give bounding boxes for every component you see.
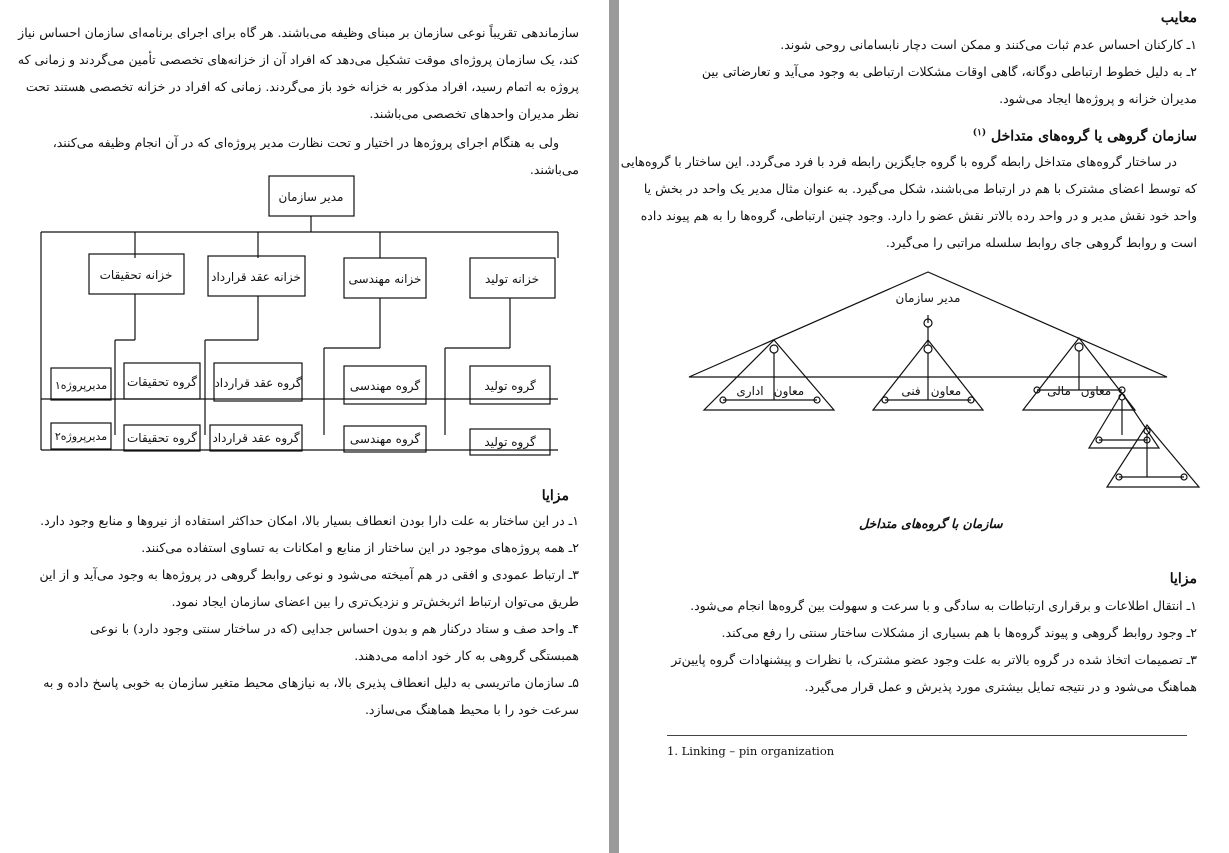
row1-production: گروه تولید <box>484 379 536 393</box>
row2-production: گروه تولید <box>484 435 536 449</box>
diagram-deputy-admin-a: معاون <box>773 384 805 398</box>
matrix-org-chart <box>0 170 609 470</box>
linking-pin-diagram <box>619 265 1229 500</box>
pool-research: خزانه تحقیقات <box>99 268 173 282</box>
section-line3: واحد خود نقش مدیر و در واحد رده بالاتر نقش عضو را دارد. وجود چنین ارتباطی، گروه‌ها را به هم پیوند داده <box>640 208 1197 223</box>
right-page <box>619 0 1229 853</box>
row2-engineering: گروه مهندسی <box>349 432 421 446</box>
footnote: 1. Linking – pin organization <box>667 744 835 758</box>
para1-line3: پروژه به اتمام رسید، افراد مذکور به خزانه خود باز می‌گردند. زمانی که افراد در خزانه تخصصی هستند تحت <box>25 79 579 94</box>
left-adv-3a: ۳ـ ارتباط عمودی و افقی در هم آمیخته می‌شود و نوعی روابط گروهی در پروژه‌ها به وجود می‌آید و از این <box>39 567 579 582</box>
diagram-top-label: مدیر سازمان <box>895 291 961 305</box>
row2-contract: گروه عقد قرارداد <box>212 431 300 445</box>
section-line2: که توسط اعضای مشترک با هم در ارتباط می‌باشند، شکل می‌گیرد. به عنوان مثال مدیر یک واحد در بخش یا <box>643 181 1197 196</box>
left-adv-4a: ۴ـ واحد صف و ستاد درکنار هم و بدون احساس جدایی (که در ساختار سنتی وجود دارد) با نوعی <box>90 621 579 636</box>
diagram-deputy-finance-b: مالی <box>1047 384 1071 398</box>
row1-contract: گروه عقد قرارداد <box>214 376 302 390</box>
row1-engineering: گروه مهندسی <box>349 379 421 393</box>
right-advantages-heading: مزایا <box>1169 571 1197 587</box>
row1-research: گروه تحقیقات <box>126 375 198 389</box>
section-heading <box>973 125 1197 145</box>
pool-production: خزانه تولید <box>484 272 540 286</box>
diagram-deputy-finance-a: معاون <box>1080 384 1112 398</box>
section-line1: در ساختار گروه‌های متداخل رابطه گروه با گروه جایگزین رابطه فرد با فرد می‌گردد. این ساختار با گروه‌هایی <box>620 154 1177 169</box>
left-adv-5a: ۵ـ سازمان ماتریسی به دلیل انعطاف پذیری بالا، به نیازهای محیط متغیر سازمان به خوبی پاسخ داده و به <box>43 675 579 690</box>
right-adv-1: ۱ـ انتقال اطلاعات و برقراری ارتباطات به سادگی و با سرعت و سهولت بین گروه‌ها انجام می‌شود. <box>690 598 1197 613</box>
para1-line2: کند، یک سازمان پروژه‌ای موقت تشکیل می‌دهد که افراد آن از خزانه‌های تخصصی تأمین می‌گردند و زمانی که <box>17 52 579 67</box>
right-adv-2: ۲ـ وجود روابط گروهی و پیوند گروه‌ها با هم بسیاری از مشکلات ساختار سنتی را رفع می‌کند. <box>721 625 1197 640</box>
disadvantages-heading: معایب <box>1160 10 1197 26</box>
chart-top-label: مدیر سازمان <box>278 190 344 204</box>
para1-line4: نظر مدیران واحدهای تخصصی می‌باشند. <box>369 106 579 121</box>
diagram-deputy-tech-b: فنی <box>901 384 921 398</box>
left-adv-5b: سرعت خود را با محیط هماهنگ می‌سازد. <box>364 702 579 717</box>
pool-engineering: خزانه مهندسی <box>348 272 422 286</box>
disadv-2a: ۲ـ به دلیل خطوط ارتباطی دوگانه، گاهی اوقات مشکلات ارتباطی به وجود می‌آید و تعارضاتی بین <box>701 64 1197 79</box>
section-line4: است و روابط گروهی جای روابط سلسله مراتبی را می‌گیرد. <box>885 235 1197 250</box>
right-adv-3b: هماهنگ می‌شود و در نتیجه تمایل بیشتری مورد پذیرش و عمل قرار می‌گیرد. <box>804 679 1197 694</box>
para2-line1: ولی به هنگام اجرای پروژه‌ها در اختیار و تحت نظارت مدیر پروژه‌ای که در آن انجام وظیفه می‌کنند، <box>52 135 559 150</box>
section-title: سازمان گروهی یا گروه‌های متداخل <box>991 128 1197 145</box>
row2-pm2: مدیرپروژه۲ <box>54 430 108 443</box>
diagram-caption: سازمان با گروه‌های متداخل <box>859 516 1003 531</box>
left-adv-2: ۲ـ همه پروژه‌های موجود در این ساختار از منابع و امکانات به تساوی استفاده می‌کنند. <box>141 540 579 555</box>
row2-research: گروه تحقیقات <box>126 431 198 445</box>
diagram-deputy-tech-a: معاون <box>930 384 962 398</box>
left-adv-1: ۱ـ در این ساختار به علت دارا بودن انعطاف بسیار بالا، امکان حداکثر استفاده از نیروها و منابع وجود دارد. <box>40 513 579 528</box>
row1-pm1: مدیرپروژه۱ <box>54 379 108 392</box>
left-adv-3b: طریق می‌توان ارتباط اثربخش‌تر و نزدیک‌تری را بین اعضای سازمان ایجاد نمود. <box>171 594 579 609</box>
diagram-deputy-admin-b: اداری <box>736 384 764 398</box>
disadv-1: ۱ـ کارکنان احساس عدم ثبات می‌کنند و ممکن است دچار نابسامانی روحی شوند. <box>780 37 1197 52</box>
footnote-marker: (۱) <box>972 128 987 138</box>
pool-contract: خزانه عقد قرارداد <box>211 270 301 284</box>
para1-line1: سازماندهی تقریباً نوعی سازمان بر مبنای وظیفه می‌باشند. هر گاه برای اجرای برنامه‌ای سازمان احساس نیاز <box>18 25 579 40</box>
left-adv-4b: همبستگی گروهی به کار خود ادامه می‌دهند. <box>354 648 579 663</box>
para2-line2: می‌باشند. <box>529 162 579 177</box>
footnote-rule <box>667 735 1187 736</box>
left-advantages-heading: مزایا <box>541 488 569 504</box>
disadv-2b: مدیران خزانه و پروژه‌ها ایجاد می‌شود. <box>999 91 1197 106</box>
right-adv-3a: ۳ـ تصمیمات اتخاذ شده در گروه بالاتر به علت وجود عضو مشترک، با نظرات و پیشنهادات گروه پایین‌تر <box>671 652 1197 667</box>
left-page <box>0 0 609 853</box>
